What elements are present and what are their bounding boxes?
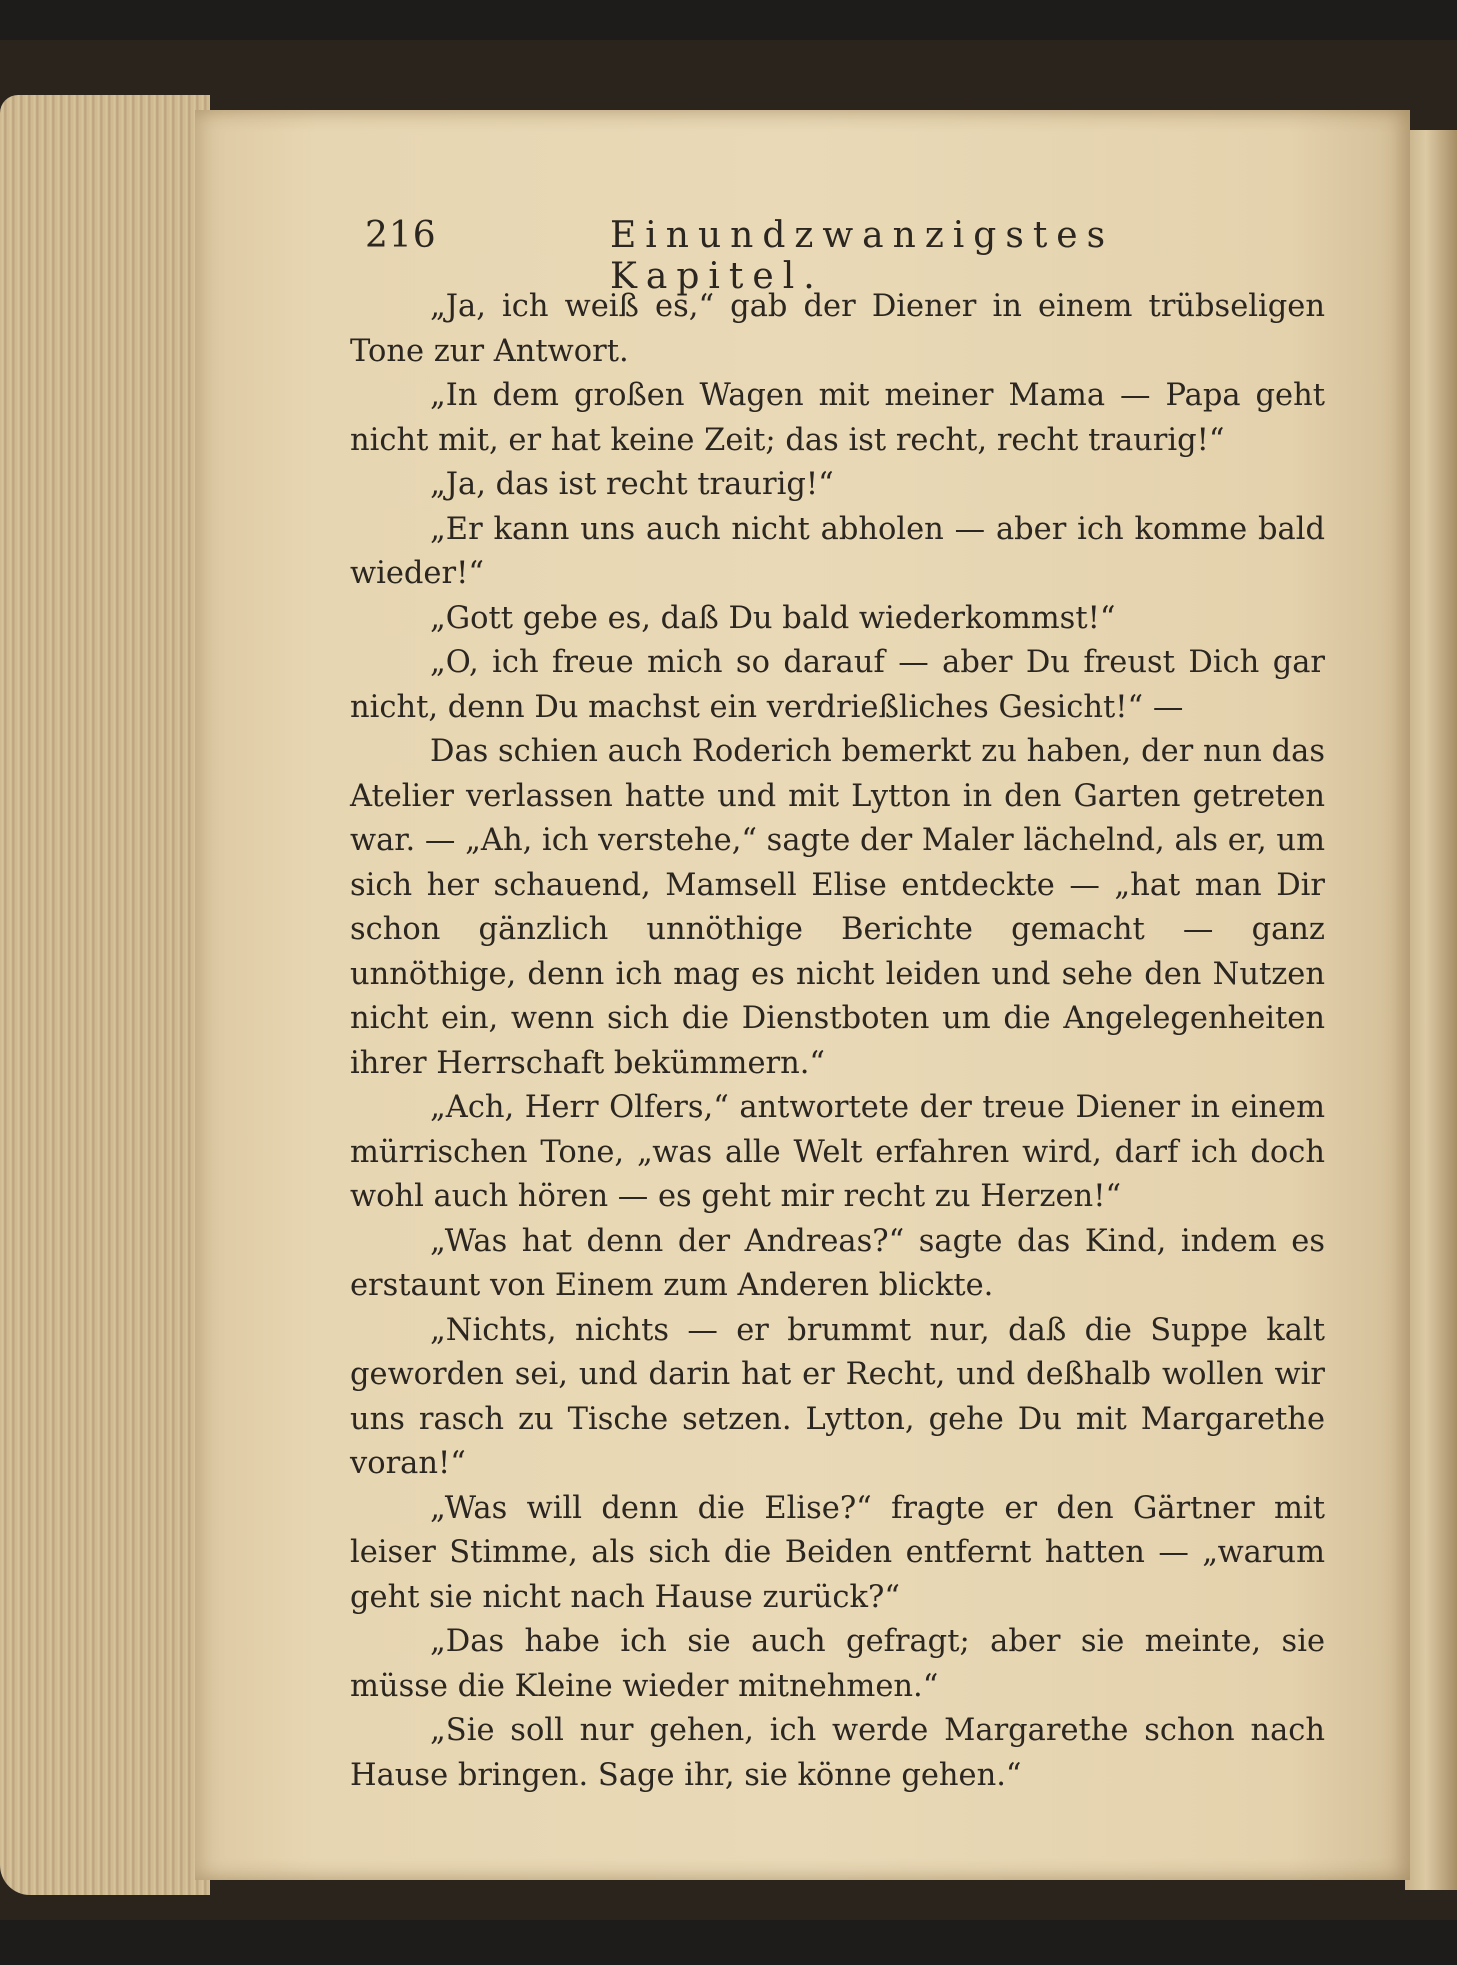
paragraph: „Er kann uns auch nicht abholen — aber ich komme bald wieder!“ — [350, 511, 1325, 591]
paragraph: „Nichts, nichts — er brummt nur, daß die Suppe kalt geworden sei, und darin hat er Recht, und deßhalb wollen wir uns rasch zu Tische setzen. Lytton, gehe Du mit Margarethe voran!“ — [350, 1312, 1325, 1481]
next-page-edge — [1405, 130, 1457, 1890]
page-stack-edge — [0, 95, 210, 1895]
paragraph: „Gott gebe es, daß Du bald wiederkommst!“ — [430, 600, 1116, 636]
paragraph: Das schien auch Roderich bemerkt zu haben, der nun das Atelier verlassen hatte und mit Lytton in den Garten getreten war. — „Ah, ich verstehe,“ sagte der Maler lächelnd, als er, um sich her schauend, Mamsell Elise entdeckte — „hat man Dir schon gänzlich unnöthige Berichte gemacht — ganz unnöthige, denn ich mag es nicht leiden und sehe den Nutzen nicht ein, wenn sich die Dienstboten um die Angelegenheiten ihrer Herrschaft bekümmern.“ — [350, 734, 1325, 1081]
book — [0, 40, 1457, 1920]
paragraph: „Ja, ich weiß es,“ gab der Diener in einem trübseligen Tone zur Antwort. — [350, 289, 1325, 369]
running-title: Einundzwanzigstes Kapitel. — [610, 215, 1115, 297]
page-number: 216 — [365, 215, 437, 256]
book-page — [195, 110, 1410, 1880]
paragraph: „Ja, das ist recht traurig!“ — [430, 467, 834, 502]
page-header — [365, 215, 1305, 297]
paragraph: „Ach, Herr Olfers,“ antwortete der treue Diener in einem mürrischen Tone, „was alle Welt erfahren wird, darf ich doch wohl auch hören — es geht mir recht zu Herzen!“ — [350, 1090, 1325, 1214]
paragraph: „In dem großen Wagen mit meiner Mama — Papa geht nicht mit, er hat keine Zeit; das ist recht, recht traurig!“ — [350, 378, 1325, 458]
paragraph: „Was hat denn der Andreas?“ sagte das Kind, indem es erstaunt von Einem zum Anderen blickte. — [350, 1223, 1325, 1303]
paragraph: „Was will denn die Elise?“ fragte er den Gärtner mit leiser Stimme, als sich die Beiden entfernt hatten — „warum geht sie nicht nach Hause zurück?“ — [350, 1490, 1325, 1615]
body-text — [350, 285, 1325, 1798]
paragraph: „O, ich freue mich so darauf — aber Du freust Dich gar nicht, denn Du machst ein verdrießliches Gesicht!“ — — [350, 645, 1325, 725]
paragraph: „Sie soll nur gehen, ich werde Margarethe schon nach Hause bringen. Sage ihr, sie könne gehen.“ — [350, 1713, 1325, 1793]
paragraph: „Das habe ich sie auch gefragt; aber sie meinte, sie müsse die Kleine wieder mitnehmen.“ — [350, 1624, 1325, 1704]
